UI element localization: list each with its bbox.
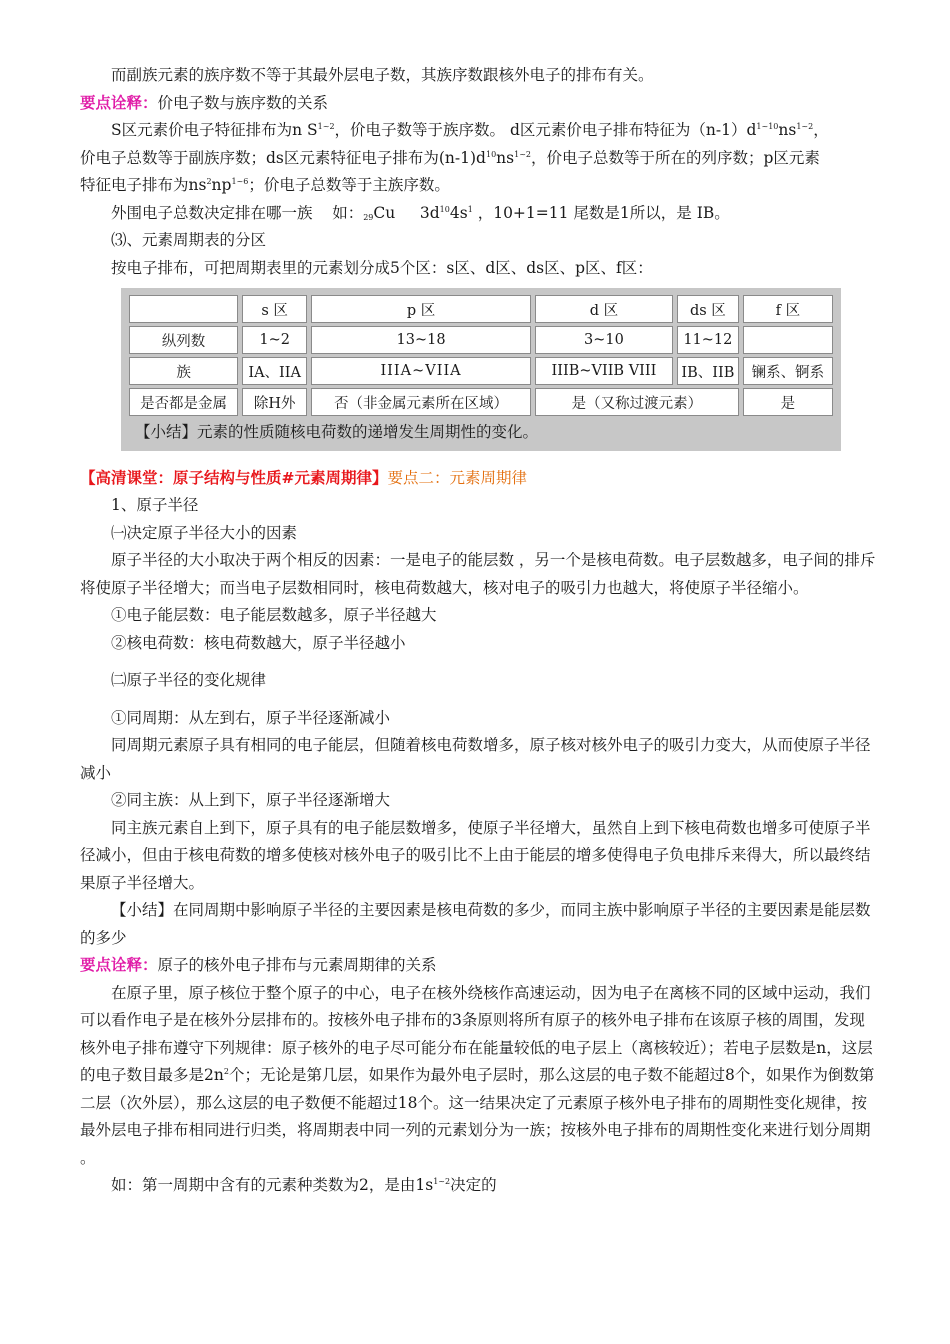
section-tag: 【高清课堂：原子结构与性质#元素周期律】 [80, 468, 388, 487]
text: 价电子总数等于副族序数；ds区元素特征电子排布为(n-1)d [80, 148, 486, 167]
paragraph-same-group: 同主族元素自上到下，原子具有的电子能层数增多，使原子半径增大，虽然自上到下核电荷数也增多可使原子半径减小，但由于核电荷数的增多使核对核外电子的吸引比不上由于能层的增多使得电子负电排斥来得大，所以最终结果原子半径增大。 [80, 818, 871, 892]
subheading-factors: ㈠决定原子半径大小的因素 [111, 523, 298, 542]
paragraph-example-cu [80, 200, 880, 228]
table-cell: IB、IIB [677, 357, 739, 385]
keypoint-label: 要点诠释： [80, 93, 158, 112]
text: ns [778, 121, 797, 139]
table-cell: f 区 [743, 295, 833, 323]
table-cell: 除H外 [242, 388, 307, 416]
table-cell: 是（又称过渡元素） [535, 388, 739, 416]
table-cell: s 区 [242, 295, 307, 323]
table-cell: ds 区 [677, 295, 739, 323]
table-cell: d 区 [535, 295, 673, 323]
paragraph-partition-intro: 按电子排布，可把周期表里的元素划分成5个区：s区、d区、ds区、p区、f区： [111, 258, 653, 277]
superscript: 2 [206, 177, 212, 186]
document-page [80, 62, 880, 1200]
superscript: 1~10 [756, 122, 779, 131]
keypoint-text: 原子的核外电子排布与元素周期律的关系 [157, 956, 437, 974]
table-cell: 族 [129, 357, 238, 385]
table-cell: 是 [743, 388, 833, 416]
table-cell: 镧系、锕系 [743, 357, 833, 385]
list-item: ②核电荷数：核电荷数越大，原子半径越小 [111, 633, 406, 652]
text: 个；无论是第几层，如果作为最外电子层时，那么这层的电子数不能超过8个，如果作为倒数第二层（次外层），那么这层的电子数便不能超过18个。这一结果决定了元素原子核外电子排布的周期性变化规律，按最外层电子排布相同进行归类，将周期表中同一列的元素划分为一族；按核外电子排布的周期性变化来进行划分周期 。 [80, 1066, 875, 1167]
table-row [129, 326, 833, 354]
subscript: 29 [363, 212, 374, 222]
superscript: 2 [223, 1067, 229, 1076]
table-cell: 是否都是金属 [129, 388, 238, 416]
paragraph-summary: 【小结】在同周期中影响原子半径的主要因素是核电荷数的多少，而同主族中影响原子半径的主要因素是能层数的多少 [80, 901, 871, 947]
text: Cu 3d [373, 203, 440, 222]
text: S区元素价电子特征排布为n S [111, 121, 318, 139]
table-row [129, 357, 833, 385]
superscript: 1~2 [317, 122, 335, 131]
table-cell: 3~10 [535, 326, 673, 354]
table-cell: IIIA~VIIA [311, 357, 531, 385]
subheading-atomic-radius: 1、原子半径 [111, 496, 199, 514]
keypoint-heading-2 [80, 952, 880, 980]
list-item: ①同周期：从左到右，原子半径逐渐减小 [111, 708, 391, 727]
paragraph-electron-arrangement [80, 980, 880, 1173]
text: 如：第一周期中含有的元素种类数为2，是由1s [111, 1176, 434, 1194]
superscript: 1~2 [514, 149, 531, 159]
block-table [121, 288, 841, 451]
table-cell: 否（非金属元素所在区域） [311, 388, 531, 416]
table-cell: p 区 [311, 295, 531, 323]
superscript: 10 [439, 204, 450, 214]
table-cell: IA、IIA [242, 357, 307, 385]
text: np [211, 176, 232, 194]
table-cell: 纵列数 [129, 326, 238, 354]
table-summary: 【小结】元素的性质随核电荷数的递增发生周期性的变化。 [135, 423, 539, 441]
text: 特征电子排布为ns [80, 176, 207, 194]
list-item: ①电子能层数：电子能层数越多，原子半径越大 [111, 606, 437, 624]
text: ，价电子数等于族序数。 d区元素价电子排布特征为（n-1）d [334, 121, 757, 139]
table-cell: 11~12 [677, 326, 739, 354]
keypoint-text: 价电子数与族序数的关系 [157, 93, 329, 112]
text: ns [496, 148, 515, 167]
paragraph-same-period: 同周期元素原子具有相同的电子能层，但随着核电荷数增多，原子核对核外电子的吸引力变大，从而使原子半径减小 [80, 736, 871, 782]
paragraph-subgroup-note [80, 62, 880, 90]
superscript: 1~2 [796, 122, 814, 131]
keypoint-heading-1 [80, 90, 880, 118]
table-cell: 13~18 [311, 326, 531, 354]
heading-partition: ⑶、元素周期表的分区 [111, 231, 267, 249]
table-cell: IIIB~VIIB VIII [535, 357, 673, 385]
superscript: 1~2 [433, 1177, 451, 1186]
superscript: 1 [467, 204, 473, 214]
text: 而副族元素的族序数不等于其最外层电子数，其族序数跟核外电子的排布有关。 [111, 66, 654, 84]
list-item: ②同主族：从上到下，原子半径逐渐增大 [111, 791, 391, 809]
table-row [129, 388, 833, 416]
section-heading-2 [80, 465, 880, 493]
paragraph-valence [80, 117, 880, 200]
superscript: 1~6 [231, 177, 249, 186]
text: 决定的 [450, 1176, 497, 1194]
table-header-row [129, 295, 833, 323]
paragraph-factors: 原子半径的大小取决于两个相反的因素：一是电子的能层数 ，另一个是核电荷数。电子层数越多，电子间的排斥将使原子半径增大；而当电子层数相同时，核电荷数越大，核对电子的吸引力也越大，将使原子半径缩小。 [80, 551, 876, 597]
text: ；价电子总数等于主族序数。 [248, 176, 450, 194]
table-cell [129, 295, 238, 323]
text: ，10+1=11 尾数是1所以，是 IB。 [472, 203, 730, 222]
table-cell: 1~2 [242, 326, 307, 354]
text: 外围电子总数决定排在哪一族 如： [111, 203, 364, 222]
text: 4s [449, 203, 468, 222]
superscript: 10 [485, 149, 497, 159]
keypoint-label: 要点诠释： [80, 956, 158, 974]
text: ， [813, 121, 829, 139]
section-title: 要点二：元素周期律 [387, 468, 528, 487]
text: 在原子里，原子核位于整个原子的中心，电子在核外绕核作高速运动，因为电子在离核不同的区域中运动，我们可以看作电子是在核外分层排布的。按核外电子排布的3条原则将所有原子的核外电子排布在该原子核的周围，发现核外电子排布遵守下列规律：原子核外的电子尽可能分布在能量较低的电子层上（离核较近）；若电子层数是n，这层的电子数目最多是2n [80, 983, 873, 1084]
paragraph-example-first-period [80, 1172, 880, 1200]
periodic-block-table [125, 292, 837, 419]
table-cell [743, 326, 833, 354]
text: ，价电子总数等于所在的列序数；p区元素 [531, 148, 820, 167]
subheading-trends: ㈡原子半径的变化规律 [111, 671, 267, 689]
